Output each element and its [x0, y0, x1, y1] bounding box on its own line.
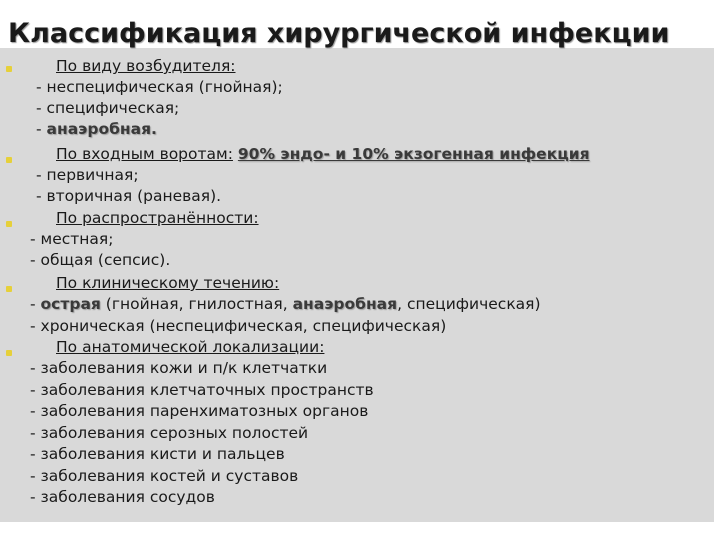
slide-title: Классификация хирургической инфекции — [8, 18, 670, 49]
list-item: - неспецифическая (гнойная); — [36, 78, 283, 96]
emphasis-text: анаэробная. — [46, 120, 157, 138]
list-item: - вторичная (раневая). — [36, 187, 222, 205]
list-item-acute: - острая (гнойная, гнилостная, анаэробная, специфическая) — [30, 295, 541, 313]
list-item: - заболевания паренхиматозных органов — [30, 402, 369, 420]
list-item: - хроническая (неспецифическая, специфическая) — [30, 317, 447, 335]
list-item: - местная; — [30, 230, 114, 248]
section-heading-location: По анатомической локализации: — [56, 338, 325, 356]
list-item: - заболевания кожи и п/к клетчатки — [30, 359, 328, 377]
list-item: - заболевания кисти и пальцев — [30, 445, 285, 463]
list-item: - заболевания костей и суставов — [30, 467, 299, 485]
list-item: - заболевания клетчаточных пространств — [30, 381, 374, 399]
bullet-marker — [6, 157, 12, 163]
section-heading-spread: По распространённости: — [56, 209, 259, 227]
list-item: - заболевания сосудов — [30, 488, 215, 506]
section-heading-entry: По входным воротам: 90% эндо- и 10% экзогенная инфекция — [56, 145, 590, 163]
bullet-marker — [6, 286, 12, 292]
emphasis-text: анаэробная — [292, 295, 398, 313]
emphasis-text: 90% эндо- и 10% экзогенная инфекция — [237, 145, 590, 163]
bullet-marker — [6, 350, 12, 356]
list-item: - общая (сепсис). — [30, 251, 171, 269]
bullet-marker — [6, 221, 12, 227]
list-item: - заболевания серозных полостей — [30, 424, 309, 442]
emphasis-text: острая — [40, 295, 101, 313]
bullet-marker — [6, 66, 12, 72]
list-item: - специфическая; — [36, 99, 180, 117]
section-heading-pathogen: По виду возбудителя: — [56, 57, 236, 75]
section-heading-course: По клиническому течению: — [56, 274, 280, 292]
list-item: - первичная; — [36, 166, 139, 184]
list-item-anaerobic: - анаэробная. — [36, 120, 157, 138]
